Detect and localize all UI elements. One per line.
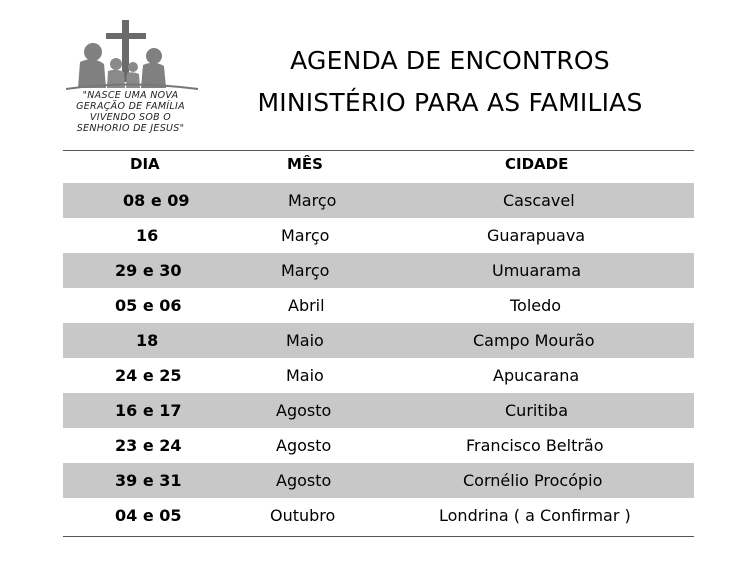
- cell-dia: 23 e 24: [115, 436, 182, 455]
- cell-mes: Maio: [286, 366, 324, 385]
- table-row: [63, 498, 694, 533]
- table-row: [63, 428, 694, 463]
- logo-slogan-line: SENHORIO DE JESUS": [76, 123, 185, 134]
- cell-cidade: Francisco Beltrão: [466, 436, 604, 455]
- table-row: [63, 393, 694, 428]
- cell-dia: 18: [136, 331, 159, 350]
- cell-dia: 16: [136, 226, 159, 245]
- logo-slogan-line: VIVENDO SOB O: [89, 112, 172, 123]
- table-bottom-rule: [63, 536, 694, 537]
- cell-cidade: [63, 183, 694, 218]
- cell-mes: Março: [281, 261, 330, 280]
- header-cidade: CIDADE: [505, 155, 569, 173]
- cell-cidade: Toledo: [510, 296, 562, 315]
- cell-cidade: Apucarana: [493, 366, 580, 385]
- table-row: [63, 253, 694, 288]
- cell-mes: Março: [281, 226, 330, 245]
- cell-cidade: Guarapuava: [487, 226, 586, 245]
- logo-slogan-line: "NASCE UMA NOVA: [82, 90, 179, 101]
- cross-family-icon: [48, 18, 213, 93]
- cell-cidade-text: Cascavel: [503, 191, 575, 210]
- table-row: [63, 323, 694, 358]
- cell-mes: Abril: [288, 296, 325, 315]
- cell-dia: 16 e 17: [115, 401, 182, 420]
- page-title: AGENDA DE ENCONTROS: [290, 46, 610, 75]
- cell-mes: Agosto: [276, 471, 332, 490]
- table-row: [63, 358, 694, 393]
- page-subtitle: MINISTÉRIO PARA AS FAMILIAS: [257, 88, 643, 117]
- cell-dia: 05 e 06: [115, 296, 182, 315]
- cell-cidade: Cornélio Procópio: [463, 471, 603, 490]
- header-dia: DIA: [130, 155, 160, 173]
- cell-mes: Março: [288, 191, 337, 210]
- cell-dia: 24 e 25: [115, 366, 182, 385]
- logo-slogan-line: GERAÇÃO DE FAMÍLIA: [76, 101, 185, 112]
- cell-dia: 04 e 05: [115, 506, 182, 525]
- cell-dia: 39 e 31: [115, 471, 182, 490]
- table-row: [63, 218, 694, 253]
- ministry-logo: [48, 18, 213, 136]
- table-row: [63, 288, 694, 323]
- cell-mes: Maio: [286, 331, 324, 350]
- cell-cidade: Campo Mourão: [473, 331, 595, 350]
- cell-mes: Agosto: [276, 436, 332, 455]
- cell-cidade: Curitiba: [505, 401, 569, 420]
- cell-mes: Outubro: [270, 506, 336, 525]
- table-top-rule: [63, 150, 694, 151]
- cell-cidade: Umuarama: [492, 261, 582, 280]
- cell-mes: Agosto: [276, 401, 332, 420]
- cell-dia: 29 e 30: [115, 261, 182, 280]
- header-mes: MÊS: [287, 155, 323, 173]
- cell-cidade: Londrina ( a Confirmar ): [439, 506, 631, 525]
- cell-dia: 08 e 09: [123, 191, 190, 210]
- table-row: [63, 463, 694, 498]
- table-row: [63, 183, 694, 218]
